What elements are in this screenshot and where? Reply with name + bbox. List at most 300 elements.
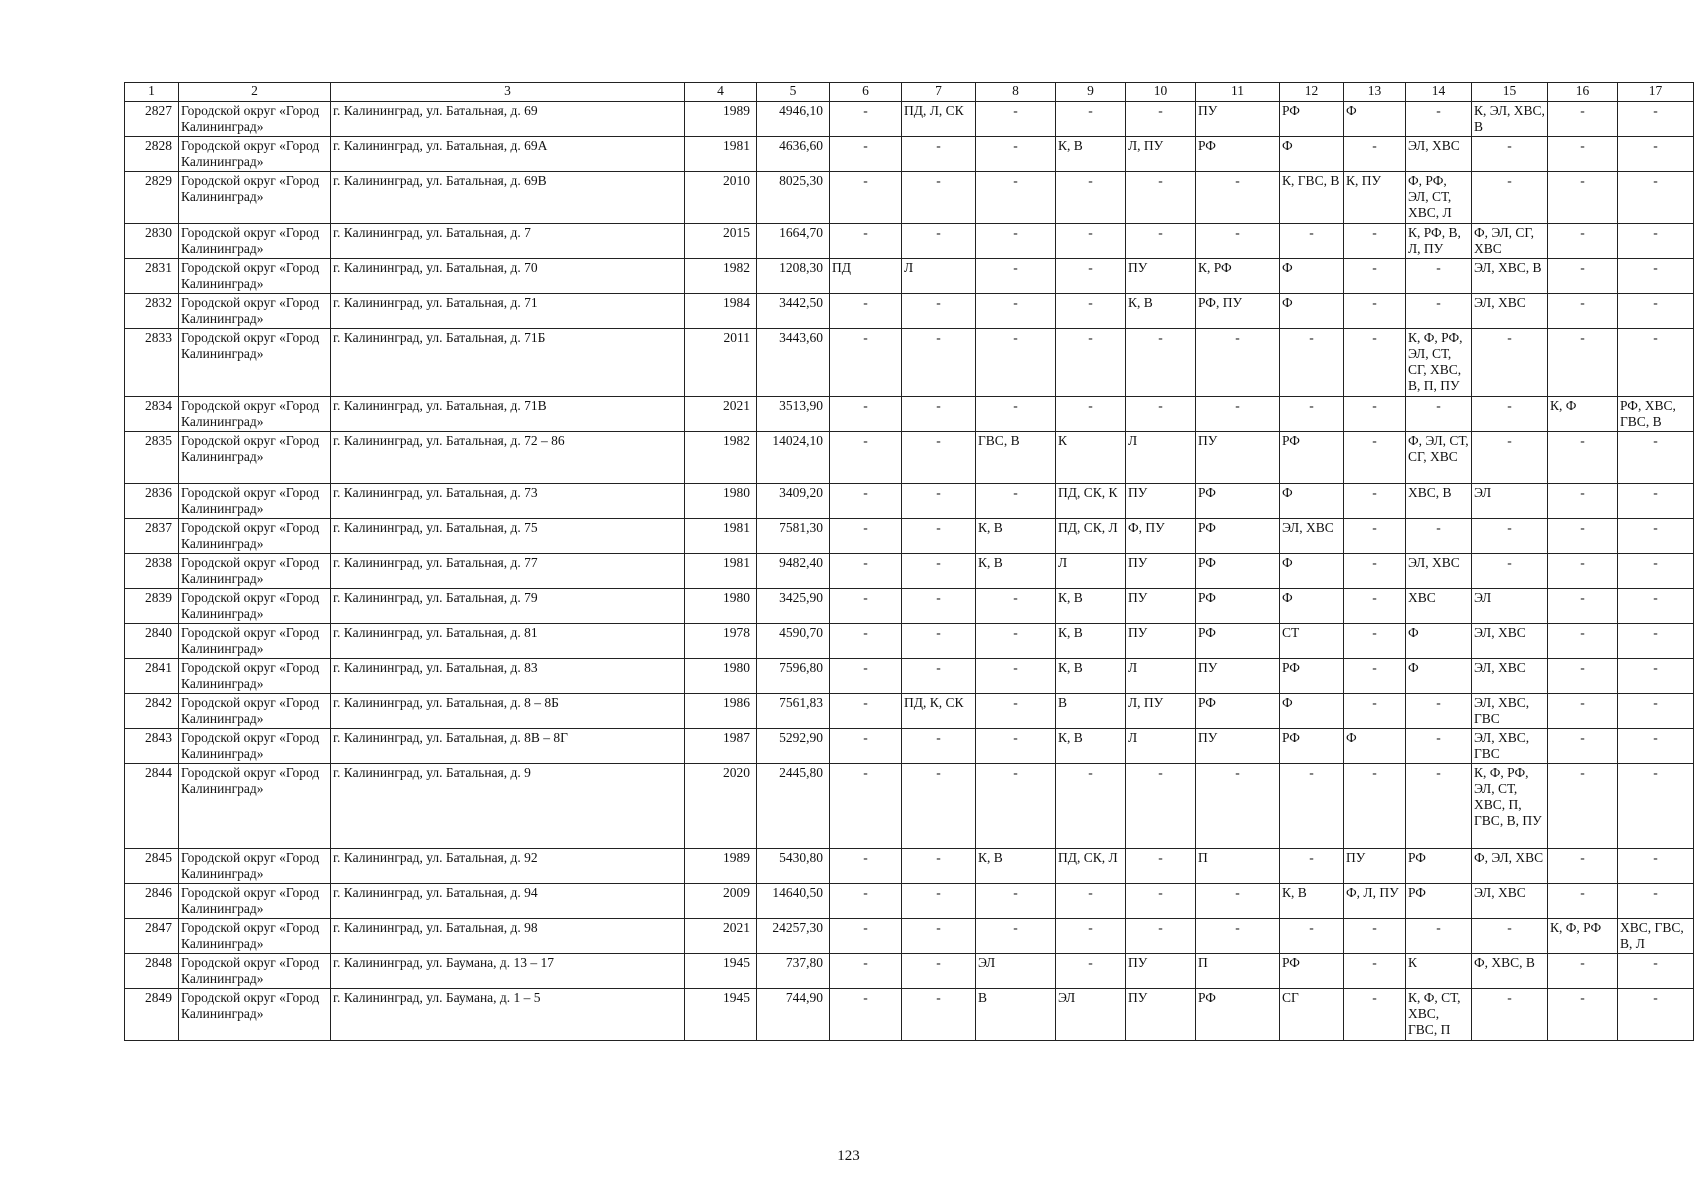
table-cell: г. Калининград, ул. Батальная, д. 71 — [331, 294, 685, 329]
table-cell: 2845 — [125, 849, 179, 884]
table-cell: - — [1548, 432, 1618, 484]
table-row — [125, 102, 1694, 137]
table-cell: - — [1126, 764, 1196, 849]
table-cell: - — [830, 589, 902, 624]
table-row — [125, 659, 1694, 694]
table-cell: 1980 — [685, 484, 757, 519]
table-cell: Городской округ «Город Калининград» — [179, 954, 331, 989]
table-cell: - — [1548, 729, 1618, 764]
table-row — [125, 329, 1694, 397]
table-cell: 2009 — [685, 884, 757, 919]
column-header: 4 — [685, 83, 757, 102]
table-cell: 3442,50 — [757, 294, 830, 329]
table-cell: К, ГВС, В — [1280, 172, 1344, 224]
table-cell: ПУ — [1126, 259, 1196, 294]
table-cell: - — [1618, 432, 1694, 484]
table-cell: - — [1548, 519, 1618, 554]
table-cell: - — [1406, 294, 1472, 329]
table-cell: - — [976, 919, 1056, 954]
table-cell: - — [902, 519, 976, 554]
table-cell: ГВС, В — [976, 432, 1056, 484]
table-cell: г. Калининград, ул. Батальная, д. 71Б — [331, 329, 685, 397]
table-cell: - — [830, 954, 902, 989]
table-cell: - — [830, 989, 902, 1041]
table-cell: - — [1056, 329, 1126, 397]
table-cell: РФ — [1196, 624, 1280, 659]
table-cell: - — [1056, 102, 1126, 137]
table-cell: - — [902, 849, 976, 884]
table-cell: П — [1196, 849, 1280, 884]
column-header: 3 — [331, 83, 685, 102]
table-cell: - — [1472, 919, 1548, 954]
table-cell: Городской округ «Город Калининград» — [179, 589, 331, 624]
table-cell: К, Ф, РФ, ЭЛ, СТ, ХВС, П, ГВС, В, ПУ — [1472, 764, 1548, 849]
table-cell: - — [902, 659, 976, 694]
table-row — [125, 137, 1694, 172]
table-cell: ПУ — [1126, 989, 1196, 1041]
table-cell: - — [976, 102, 1056, 137]
table-cell: Ф, ХВС, В — [1472, 954, 1548, 989]
table-cell: РФ — [1196, 137, 1280, 172]
table-cell: - — [1406, 729, 1472, 764]
table-cell: Городской округ «Город Калининград» — [179, 259, 331, 294]
table-cell: - — [1618, 554, 1694, 589]
table-cell: - — [1406, 102, 1472, 137]
table-cell: - — [830, 432, 902, 484]
table-cell: К, ЭЛ, ХВС, В — [1472, 102, 1548, 137]
table-cell: Городской округ «Город Калининград» — [179, 102, 331, 137]
table-cell: Ф — [1406, 624, 1472, 659]
table-cell: Городской округ «Город Калининград» — [179, 397, 331, 432]
table-cell: 2831 — [125, 259, 179, 294]
table-row — [125, 954, 1694, 989]
table-cell: ЭЛ, ХВС — [1472, 624, 1548, 659]
table-cell: - — [1196, 764, 1280, 849]
table-cell: г. Калининград, ул. Баумана, д. 13 – 17 — [331, 954, 685, 989]
table-cell: РФ — [1280, 432, 1344, 484]
table-cell: 1987 — [685, 729, 757, 764]
table-row — [125, 484, 1694, 519]
table-cell: Городской округ «Город Калининград» — [179, 849, 331, 884]
table-cell: Городской округ «Город Калининград» — [179, 224, 331, 259]
table-cell: Ф, ЭЛ, СТ, СГ, ХВС — [1406, 432, 1472, 484]
table-cell: - — [902, 294, 976, 329]
table-cell: ПУ — [1126, 954, 1196, 989]
table-cell: 1982 — [685, 432, 757, 484]
table-cell: Ф, Л, ПУ — [1344, 884, 1406, 919]
table-cell: - — [1344, 624, 1406, 659]
table-row — [125, 172, 1694, 224]
table-cell: - — [902, 554, 976, 589]
table-cell: - — [1196, 329, 1280, 397]
table-cell: - — [1472, 172, 1548, 224]
column-header: 2 — [179, 83, 331, 102]
table-cell: - — [1056, 764, 1126, 849]
table-cell: - — [976, 484, 1056, 519]
table-cell: ПД, К, СК — [902, 694, 976, 729]
table-cell: - — [976, 329, 1056, 397]
table-cell: 2840 — [125, 624, 179, 659]
table-cell: г. Калининград, ул. Баумана, д. 1 – 5 — [331, 989, 685, 1041]
table-cell: - — [1618, 329, 1694, 397]
table-cell: - — [1126, 329, 1196, 397]
table-cell: - — [1548, 589, 1618, 624]
table-cell: - — [1472, 137, 1548, 172]
table-row — [125, 224, 1694, 259]
table-cell: - — [830, 397, 902, 432]
table-cell: РФ — [1406, 884, 1472, 919]
table-cell: 1980 — [685, 659, 757, 694]
table-cell: РФ — [1196, 519, 1280, 554]
table-cell: ПД, СК, Л — [1056, 519, 1126, 554]
table-cell: - — [1618, 694, 1694, 729]
table-cell: РФ — [1280, 659, 1344, 694]
table-cell: ПД, Л, СК — [902, 102, 976, 137]
table-row — [125, 432, 1694, 484]
table-cell: 1981 — [685, 137, 757, 172]
table-cell: К, В — [976, 554, 1056, 589]
table-row — [125, 624, 1694, 659]
table-cell: ЭЛ, ХВС, ГВС — [1472, 694, 1548, 729]
column-header: 15 — [1472, 83, 1548, 102]
table-cell: 7581,30 — [757, 519, 830, 554]
table-cell: - — [1344, 259, 1406, 294]
table-cell: - — [1344, 224, 1406, 259]
table-cell: Ф, ПУ — [1126, 519, 1196, 554]
table-cell: Л, ПУ — [1126, 694, 1196, 729]
table-cell: - — [1280, 397, 1344, 432]
table-cell: г. Калининград, ул. Батальная, д. 83 — [331, 659, 685, 694]
table-cell: - — [902, 224, 976, 259]
table-cell: - — [1406, 764, 1472, 849]
table-cell: 2010 — [685, 172, 757, 224]
table-cell: 2833 — [125, 329, 179, 397]
table-cell: К, В — [1056, 659, 1126, 694]
table-cell: Ф — [1280, 259, 1344, 294]
table-cell: - — [1344, 694, 1406, 729]
table-cell: - — [902, 432, 976, 484]
table-cell: - — [1056, 224, 1126, 259]
table-cell: 3443,60 — [757, 329, 830, 397]
table-cell: - — [1548, 954, 1618, 989]
table-cell: 7561,83 — [757, 694, 830, 729]
table-cell: - — [976, 172, 1056, 224]
table-cell: - — [1280, 849, 1344, 884]
document-table — [124, 82, 1694, 1041]
column-header: 5 — [757, 83, 830, 102]
table-cell: В — [976, 989, 1056, 1041]
table-cell: - — [1280, 329, 1344, 397]
table-cell: г. Калининград, ул. Батальная, д. 69А — [331, 137, 685, 172]
table-cell: СГ — [1280, 989, 1344, 1041]
table-cell: г. Калининград, ул. Батальная, д. 69 — [331, 102, 685, 137]
table-cell: ПУ — [1196, 659, 1280, 694]
table-cell: - — [830, 849, 902, 884]
table-cell: - — [1548, 624, 1618, 659]
table-cell: - — [902, 764, 976, 849]
table-cell: Ф, ЭЛ, СГ, ХВС — [1472, 224, 1548, 259]
table-cell: г. Калининград, ул. Батальная, д. 71В — [331, 397, 685, 432]
table-cell: г. Калининград, ул. Батальная, д. 69В — [331, 172, 685, 224]
table-cell: - — [1548, 884, 1618, 919]
table-cell: Городской округ «Город Калининград» — [179, 294, 331, 329]
table-cell: - — [1344, 954, 1406, 989]
table-row — [125, 764, 1694, 849]
table-cell: - — [1618, 659, 1694, 694]
table-row — [125, 989, 1694, 1041]
table-cell: Л — [1126, 729, 1196, 764]
table-cell: г. Калининград, ул. Батальная, д. 92 — [331, 849, 685, 884]
table-cell: - — [902, 589, 976, 624]
table-cell: - — [1618, 589, 1694, 624]
table-cell: - — [1472, 397, 1548, 432]
table-cell: ЭЛ, ХВС — [1472, 884, 1548, 919]
table-cell: 2844 — [125, 764, 179, 849]
table-cell: - — [1548, 554, 1618, 589]
table-cell: - — [976, 729, 1056, 764]
table-cell: К, Ф, РФ, ЭЛ, СТ, СГ, ХВС, В, П, ПУ — [1406, 329, 1472, 397]
table-cell: Городской округ «Город Калининград» — [179, 554, 331, 589]
table-cell: - — [1548, 329, 1618, 397]
table-cell: - — [902, 989, 976, 1041]
table-row — [125, 884, 1694, 919]
table-cell: - — [830, 329, 902, 397]
table-cell: - — [1548, 224, 1618, 259]
table-cell: - — [1344, 764, 1406, 849]
table-row — [125, 397, 1694, 432]
table-cell: 8025,30 — [757, 172, 830, 224]
table-cell: - — [976, 764, 1056, 849]
table-cell: - — [976, 884, 1056, 919]
table-cell: 1980 — [685, 589, 757, 624]
table-cell: 2829 — [125, 172, 179, 224]
table-cell: г. Калининград, ул. Батальная, д. 8В – 8Г — [331, 729, 685, 764]
table-cell: - — [1056, 884, 1126, 919]
column-header: 7 — [902, 83, 976, 102]
table-cell: - — [1406, 397, 1472, 432]
table-cell: К — [1406, 954, 1472, 989]
table-cell: ХВС — [1406, 589, 1472, 624]
table-cell: - — [902, 397, 976, 432]
table-cell: - — [1618, 259, 1694, 294]
table-cell: 2846 — [125, 884, 179, 919]
column-header: 16 — [1548, 83, 1618, 102]
table-cell: 3513,90 — [757, 397, 830, 432]
table-cell: В — [1056, 694, 1126, 729]
table-cell: 2832 — [125, 294, 179, 329]
table-cell: - — [902, 172, 976, 224]
table-cell: - — [830, 694, 902, 729]
table-cell: Городской округ «Город Калининград» — [179, 432, 331, 484]
table-cell: 1981 — [685, 554, 757, 589]
table-cell: Городской округ «Город Калининград» — [179, 519, 331, 554]
table-cell: ЭЛ, ХВС — [1472, 294, 1548, 329]
table-cell: ЭЛ, ХВС — [1280, 519, 1344, 554]
table-cell: - — [1126, 172, 1196, 224]
table-cell: П — [1196, 954, 1280, 989]
table-cell: - — [1472, 329, 1548, 397]
table-cell: 1989 — [685, 849, 757, 884]
table-cell: 1986 — [685, 694, 757, 729]
table-cell: - — [1280, 224, 1344, 259]
table-cell: ЭЛ, ХВС — [1406, 137, 1472, 172]
table-cell: - — [976, 259, 1056, 294]
table-row — [125, 694, 1694, 729]
table-cell: - — [1406, 919, 1472, 954]
table-cell: 1664,70 — [757, 224, 830, 259]
table-cell: - — [1618, 764, 1694, 849]
table-cell: - — [1548, 172, 1618, 224]
table-cell: - — [1196, 172, 1280, 224]
table-cell: - — [1126, 919, 1196, 954]
table-cell: - — [1280, 919, 1344, 954]
table-cell: РФ, ПУ — [1196, 294, 1280, 329]
table-cell: - — [830, 102, 902, 137]
table-cell: - — [1344, 397, 1406, 432]
table-row — [125, 554, 1694, 589]
table-cell: РФ — [1196, 589, 1280, 624]
table-cell: - — [1618, 294, 1694, 329]
table-row — [125, 589, 1694, 624]
table-cell: Городской округ «Город Калининград» — [179, 729, 331, 764]
table-cell: 737,80 — [757, 954, 830, 989]
table-cell: 3409,20 — [757, 484, 830, 519]
table-cell: - — [976, 294, 1056, 329]
table-cell: ПУ — [1196, 102, 1280, 137]
table-cell: - — [1618, 172, 1694, 224]
table-cell: К, В — [1280, 884, 1344, 919]
table-cell: СТ — [1280, 624, 1344, 659]
table-cell: Ф — [1344, 102, 1406, 137]
table-cell: г. Калининград, ул. Батальная, д. 75 — [331, 519, 685, 554]
table-cell: ПУ — [1126, 484, 1196, 519]
table-cell: 14640,50 — [757, 884, 830, 919]
table-cell: 2836 — [125, 484, 179, 519]
table-cell: РФ — [1196, 484, 1280, 519]
table-cell: К, В — [1056, 589, 1126, 624]
table-row — [125, 294, 1694, 329]
table-cell: - — [830, 624, 902, 659]
table-cell: 7596,80 — [757, 659, 830, 694]
table-cell: 2842 — [125, 694, 179, 729]
table-cell: - — [830, 224, 902, 259]
table-cell: Ф, РФ, ЭЛ, СТ, ХВС, Л — [1406, 172, 1472, 224]
table-cell: К, В — [1126, 294, 1196, 329]
table-cell: 2015 — [685, 224, 757, 259]
table-cell: ПУ — [1344, 849, 1406, 884]
table-cell: - — [830, 659, 902, 694]
table-cell: - — [1196, 397, 1280, 432]
table-cell: - — [830, 919, 902, 954]
page-number: 123 — [837, 1148, 860, 1164]
table-cell: Городской округ «Город Калининград» — [179, 329, 331, 397]
table-cell: 2021 — [685, 397, 757, 432]
table-cell: г. Калининград, ул. Батальная, д. 9 — [331, 764, 685, 849]
table-cell: - — [830, 294, 902, 329]
table-cell: - — [902, 919, 976, 954]
table-cell: г. Калининград, ул. Батальная, д. 8 – 8Б — [331, 694, 685, 729]
table-cell: 2841 — [125, 659, 179, 694]
table-cell: г. Калининград, ул. Батальная, д. 73 — [331, 484, 685, 519]
table-cell: г. Калининград, ул. Батальная, д. 70 — [331, 259, 685, 294]
table-cell: - — [1280, 764, 1344, 849]
table-cell: Л — [1126, 659, 1196, 694]
table-cell: 4946,10 — [757, 102, 830, 137]
table-cell: К, Ф, СТ, ХВС, ГВС, П — [1406, 989, 1472, 1041]
table-cell: ЭЛ, ХВС, ГВС — [1472, 729, 1548, 764]
table-row — [125, 519, 1694, 554]
table-cell: 2849 — [125, 989, 179, 1041]
table-cell: ЭЛ — [976, 954, 1056, 989]
table-cell: ПД — [830, 259, 902, 294]
table-header — [125, 83, 1694, 102]
table-cell: К, РФ, В, Л, ПУ — [1406, 224, 1472, 259]
table-row — [125, 729, 1694, 764]
table-cell: РФ — [1196, 989, 1280, 1041]
table-cell: - — [1344, 554, 1406, 589]
table-cell: - — [1548, 989, 1618, 1041]
table-cell: Л — [1056, 554, 1126, 589]
table-cell: 2445,80 — [757, 764, 830, 849]
table-cell: К, В — [1056, 137, 1126, 172]
table-row — [125, 919, 1694, 954]
table-cell: Ф — [1280, 554, 1344, 589]
table-cell: - — [1618, 729, 1694, 764]
table-cell: Л, ПУ — [1126, 137, 1196, 172]
table-cell: - — [976, 624, 1056, 659]
table-cell: Ф — [1280, 589, 1344, 624]
table-cell: 1989 — [685, 102, 757, 137]
table-cell: ЭЛ — [1056, 989, 1126, 1041]
table-cell: Ф — [1344, 729, 1406, 764]
table-cell: РФ — [1196, 694, 1280, 729]
table-cell: - — [1344, 519, 1406, 554]
table-cell: ЭЛ, ХВС — [1406, 554, 1472, 589]
table-cell: К — [1056, 432, 1126, 484]
table-cell: Ф — [1406, 659, 1472, 694]
table-cell: 1982 — [685, 259, 757, 294]
column-header: 10 — [1126, 83, 1196, 102]
table-cell: г. Калининград, ул. Батальная, д. 7 — [331, 224, 685, 259]
table-cell: К, В — [976, 519, 1056, 554]
table-cell: - — [976, 137, 1056, 172]
table-cell: 2011 — [685, 329, 757, 397]
table-cell: - — [1618, 624, 1694, 659]
table-cell: 4590,70 — [757, 624, 830, 659]
table-cell: 3425,90 — [757, 589, 830, 624]
table-cell: К, Ф, РФ — [1548, 919, 1618, 954]
table-cell: - — [1618, 102, 1694, 137]
table-cell: Ф — [1280, 694, 1344, 729]
table-cell: ЭЛ — [1472, 589, 1548, 624]
table-cell: - — [902, 624, 976, 659]
table-cell: Городской округ «Город Калининград» — [179, 694, 331, 729]
table-cell: 1978 — [685, 624, 757, 659]
column-header: 17 — [1618, 83, 1694, 102]
table-cell: 2839 — [125, 589, 179, 624]
table-cell: - — [1344, 484, 1406, 519]
table-cell: Городской округ «Город Калининград» — [179, 764, 331, 849]
table-cell: 2838 — [125, 554, 179, 589]
table-cell: 4636,60 — [757, 137, 830, 172]
table-cell: г. Калининград, ул. Батальная, д. 98 — [331, 919, 685, 954]
table-cell: ПУ — [1126, 554, 1196, 589]
table-cell: 2020 — [685, 764, 757, 849]
table-cell: ПУ — [1196, 729, 1280, 764]
table-cell: 1945 — [685, 954, 757, 989]
table-cell: - — [1126, 102, 1196, 137]
table-cell: - — [830, 884, 902, 919]
